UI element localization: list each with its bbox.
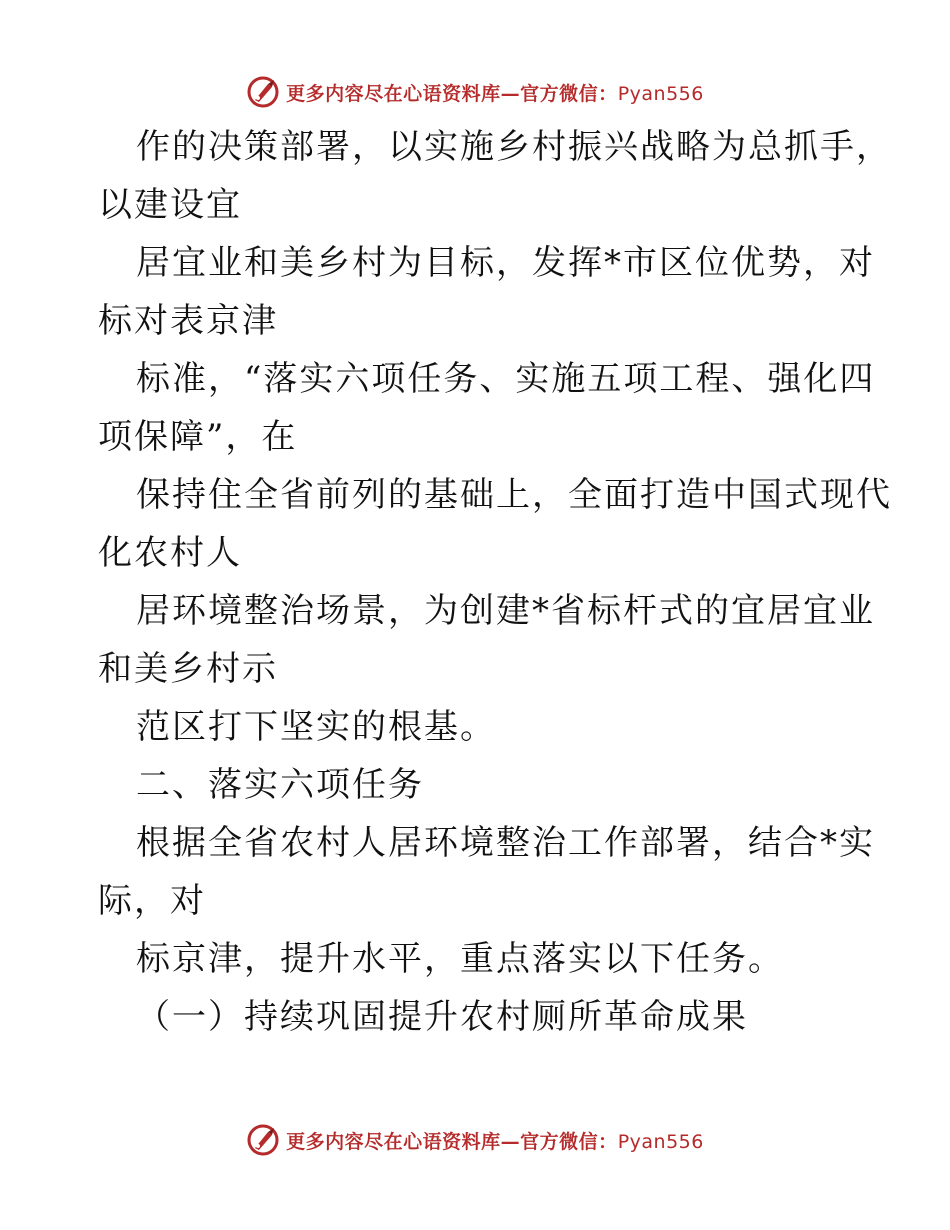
text-line: 以建设宜 (98, 185, 242, 225)
text-line: 保持住全省前列的基础上，全面打造中国式现代 (136, 475, 892, 515)
document-body (98, 118, 892, 1046)
quill-pen-logo-icon (246, 75, 280, 109)
text-line: 作的决策部署，以实施乡村振兴战略为总抓手， (136, 127, 892, 167)
text-line: 际，对 (98, 881, 206, 921)
watermark-main-text: 更多内容尽在心语资料库 (286, 1130, 501, 1153)
text-line: 范区打下坚实的根基。 (136, 707, 496, 747)
footer-watermark (0, 1120, 950, 1160)
text-line: 化农村人 (98, 533, 242, 573)
watermark-text (286, 1127, 704, 1154)
text-line: 标对表京津 (98, 301, 278, 341)
text-line: 居环境整治场景，为创建*省标杆式的宜居宜业 (136, 591, 875, 631)
text-line: 标准，“落实六项任务、实施五项工程、强化四 (136, 359, 876, 399)
text-line: 和美乡村示 (98, 649, 278, 689)
header-watermark (0, 72, 950, 112)
text-line: 标京津，提升水平，重点落实以下任务。 (136, 939, 784, 979)
watermark-text (286, 79, 704, 106)
watermark-separator: — (500, 82, 521, 105)
watermark-official-text: 官方微信： (520, 1130, 618, 1153)
watermark-account-id: Pyan556 (617, 1130, 704, 1153)
quill-pen-logo-icon (246, 1123, 280, 1157)
watermark-account-id: Pyan556 (617, 82, 704, 105)
text-line: 项保障”，在 (98, 417, 298, 457)
watermark-official-text: 官方微信： (520, 82, 618, 105)
text-line: （一）持续巩固提升农村厕所革命成果 (136, 997, 748, 1037)
watermark-main-text: 更多内容尽在心语资料库 (286, 82, 501, 105)
watermark-separator: — (500, 1130, 521, 1153)
text-line: 根据全省农村人居环境整治工作部署，结合*实 (136, 823, 875, 863)
text-line: 二、落实六项任务 (136, 765, 424, 805)
text-line: 居宜业和美乡村为目标，发挥*市区位优势，对 (136, 243, 875, 283)
